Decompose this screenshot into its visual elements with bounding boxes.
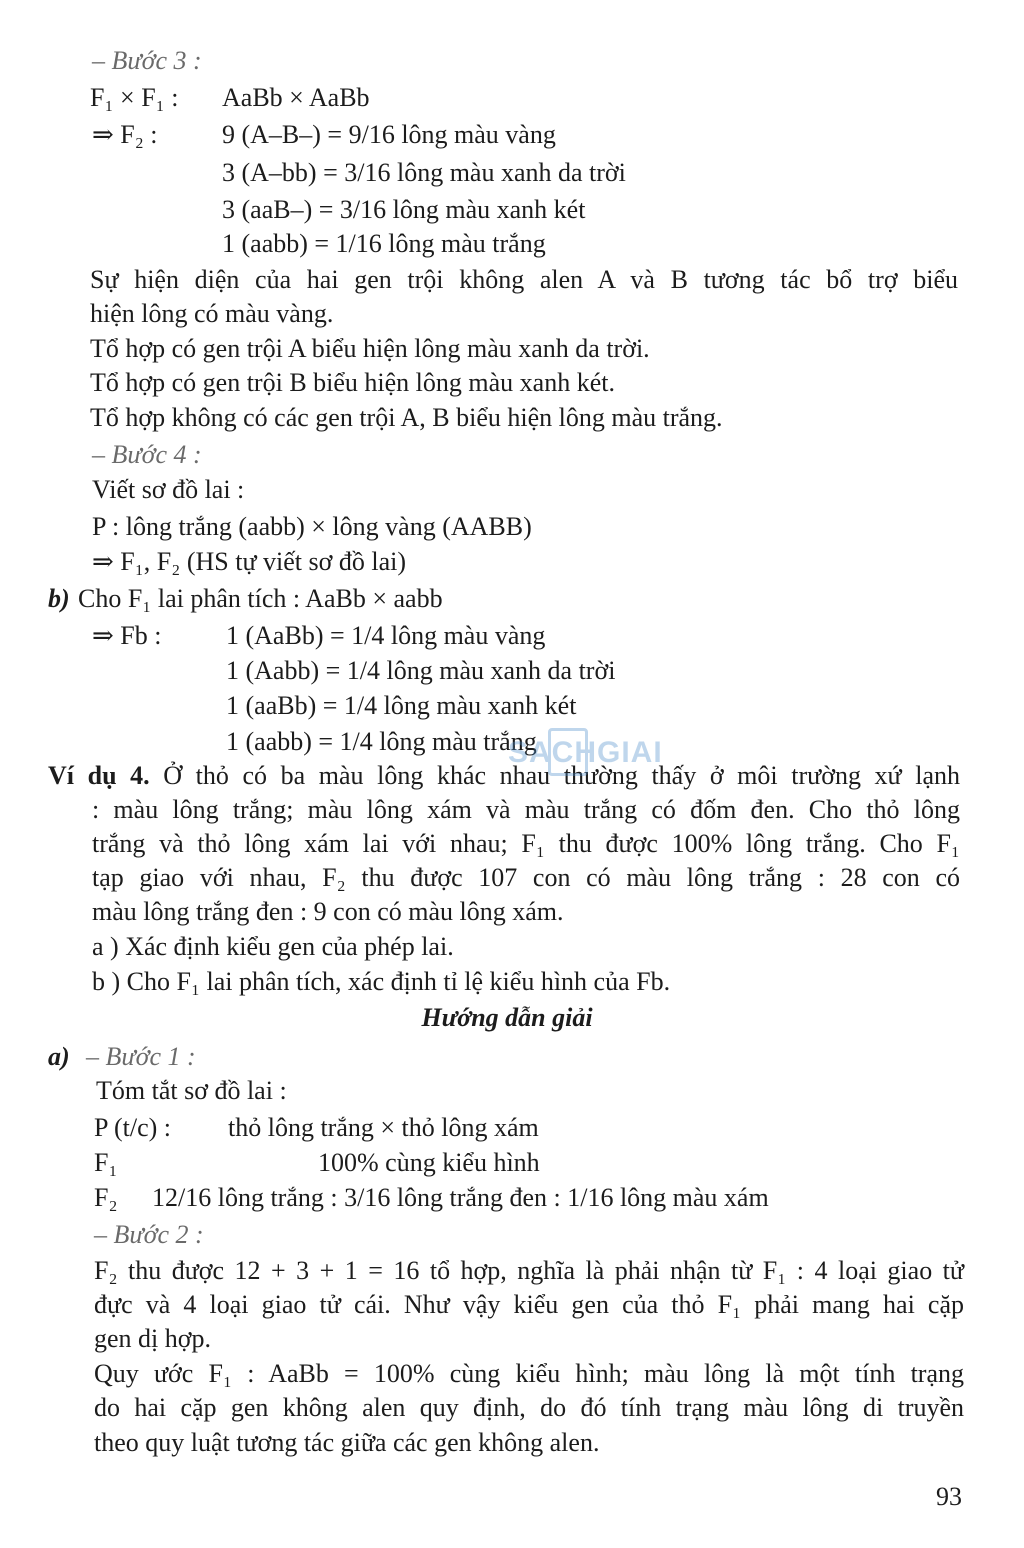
paragraph-line: Tổ hợp có gen trội A biểu hiện lông màu xanh da trời. xyxy=(90,334,650,363)
part-a-line xyxy=(48,1040,196,1074)
paragraph-line: Tóm tắt sơ đồ lai : xyxy=(96,1076,287,1105)
paragraph-line: đực và 4 loại giao tử cái. Như vậy kiểu gen của thỏ F₁ phải mang hai cặp xyxy=(94,1290,964,1319)
paragraph-line: hiện lông có màu vàng. xyxy=(90,299,334,328)
question-a: a ) Xác định kiểu gen của phép lai. xyxy=(92,932,454,961)
fb-label: ⇒ Fb : xyxy=(92,621,162,650)
solution-heading: Hướng dẫn giải xyxy=(421,1003,593,1032)
cross-p-line xyxy=(94,1111,539,1145)
paragraph-line: P : lông trắng (aabb) × lông vàng (AABB) xyxy=(92,512,532,541)
part-b-line xyxy=(48,582,443,616)
f2-ratio-line-3: 3 (aaB–) = 3/16 lông màu xanh két xyxy=(222,195,586,224)
step-3-heading: – Bước 3 : xyxy=(92,46,202,75)
example-line: trắng và thỏ lông xám lai với nhau; F₁ thu được 100% lông trắng. Cho F₁ xyxy=(92,829,960,858)
watermark-text: SACHGIAI xyxy=(508,736,663,769)
f1-line xyxy=(94,1146,540,1180)
f2-line-text: 12/16 lông trắng : 3/16 lông trắng đen : 1/16 lông màu xám xyxy=(152,1183,769,1212)
f2-ratio-text: 9 (A–B–) = 9/16 lông màu vàng xyxy=(222,120,556,149)
sachgiai-watermark xyxy=(508,726,663,776)
step-1-heading: – Bước 1 : xyxy=(86,1042,196,1071)
fb-ratio-text: 1 (AaBb) = 1/4 lông màu vàng xyxy=(226,621,546,650)
f1-text: 100% cùng kiểu hình xyxy=(318,1148,540,1177)
question-b: b ) Cho F₁ lai phân tích, xác định tỉ lệ kiểu hình của Fb. xyxy=(92,967,671,996)
paragraph-line: Quy ước F₁ : AaBb = 100% cùng kiểu hình; màu lông là một tính trạng xyxy=(94,1359,964,1388)
paragraph-line: F₂ thu được 12 + 3 + 1 = 16 tổ hợp, nghĩa là phải nhận từ F₁ : 4 loại giao tử xyxy=(94,1256,964,1285)
example-4-label: Ví dụ 4. xyxy=(48,761,150,790)
f2-label: ⇒ F₂ : xyxy=(92,120,158,149)
paragraph-line: do hai cặp gen không alen quy định, do đó tính trạng màu lông di truyền xyxy=(94,1393,964,1422)
page-number: 93 xyxy=(936,1482,962,1511)
paragraph-line: ⇒ F₁, F₂ (HS tự viết sơ đồ lai) xyxy=(92,547,407,576)
paragraph-line: Tổ hợp có gen trội B biểu hiện lông màu xanh két. xyxy=(90,368,615,397)
fb-ratio-line-4: 1 (aabb) = 1/4 lông màu trắng xyxy=(226,727,537,756)
paragraph-line: theo quy luật tương tác giữa các gen không alen. xyxy=(94,1428,600,1457)
f2-ratio-line-1 xyxy=(92,118,556,152)
fb-ratio-line-1 xyxy=(92,619,545,653)
paragraph-line: Sự hiện diện của hai gen trội không alen A và B tương tác bổ trợ biểu xyxy=(90,265,958,294)
fb-ratio-line-2: 1 (Aabb) = 1/4 lông màu xanh da trời xyxy=(226,656,616,685)
p-cross-text: thỏ lông trắng × thỏ lông xám xyxy=(228,1113,539,1142)
f2-ratio-line-4: 1 (aabb) = 1/16 lông màu trắng xyxy=(222,229,546,258)
example-4-line xyxy=(48,759,960,793)
f2-ratio-line-2: 3 (A–bb) = 3/16 lông màu xanh da trời xyxy=(222,158,626,187)
p-label: P (t/c) : xyxy=(94,1113,172,1142)
step-2-heading: – Bước 2 : xyxy=(94,1220,204,1249)
f1-label: F₁ xyxy=(94,1148,118,1177)
example-4-text: Ở thỏ có ba màu lông khác nhau thường thấy ở môi trường xứ lạnh xyxy=(163,761,961,790)
step-4-heading: – Bước 4 : xyxy=(92,440,202,469)
example-line: màu lông trắng đen : 9 con có màu lông xám. xyxy=(92,897,564,926)
example-line: tạp giao với nhau, F₂ thu được 107 con có màu lông trắng : 28 con có xyxy=(92,863,960,892)
fb-ratio-line-3: 1 (aaBb) = 1/4 lông màu xanh két xyxy=(226,691,577,720)
paragraph-line: Tổ hợp không có các gen trội A, B biểu hiện lông màu trắng. xyxy=(90,403,723,432)
part-a-label: a) xyxy=(48,1042,70,1071)
cross-f1-line xyxy=(90,81,370,115)
f2-line-label: F₂ xyxy=(94,1183,118,1212)
cross-genotypes: AaBb × AaBb xyxy=(222,83,370,112)
example-line: : màu lông trắng; màu lông xám và màu trắng có đốm đen. Cho thỏ lông xyxy=(92,795,960,824)
part-b-text: Cho F₁ lai phân tích : AaBb × aabb xyxy=(78,584,443,613)
paragraph-line: gen dị hợp. xyxy=(94,1324,212,1353)
paragraph-line: Viết sơ đồ lai : xyxy=(92,475,245,504)
f2-line xyxy=(94,1181,769,1215)
part-b-label: b) xyxy=(48,584,70,613)
cross-label: F₁ × F₁ : xyxy=(90,83,179,112)
